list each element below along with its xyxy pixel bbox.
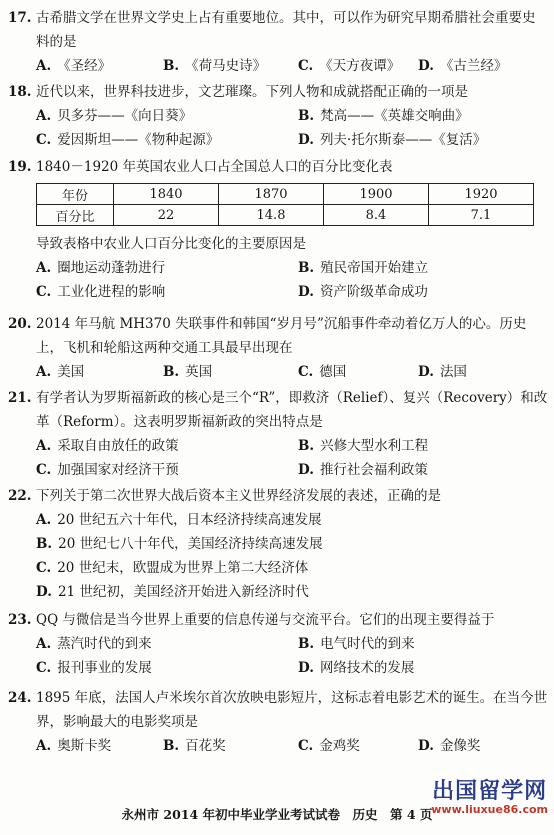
option-b[interactable]: B. 百花奖 [163,738,226,754]
question-23 [8,608,548,680]
question-19-body [8,232,548,304]
question-number: 22. [8,488,32,504]
table-cell: 7.1 [429,205,534,226]
option-c[interactable]: C. 金鸡奖 [298,738,360,754]
question-22 [8,484,548,604]
option-c[interactable]: C. 工业化进程的影响 [36,284,166,300]
question-stem-cont: 革（Reform）。这表明罗斯福新政的突出特点是 [36,414,323,430]
question-number: 21. [8,390,32,406]
question-number: 18. [8,84,32,100]
option-b[interactable]: B. 《荷马史诗》 [163,58,267,74]
option-d[interactable]: D. 列夫·托尔斯泰——《复活》 [298,132,487,148]
question-number: 24. [8,690,32,706]
question-21 [8,386,548,482]
option-c[interactable]: C. 报刊事业的发展 [36,660,152,676]
question-17 [8,6,548,78]
data-table [36,183,534,226]
table-header-cell: 1870 [219,184,324,205]
option-b[interactable]: B. 梵高——《英雄交响曲》 [298,108,469,124]
option-c[interactable]: C. 爱因斯坦——《物种起源》 [36,132,220,148]
question-stem-cont: 料的是 [36,34,77,50]
option-a[interactable]: A. 《圣经》 [36,58,112,74]
question-stem-cont: 导致表格中农业人口百分比变化的主要原因是 [36,236,306,252]
question-stem: 1895 年底，法国人卢米埃尔首次放映电影短片，这标志着电影艺术的诞生。在当今世 [36,690,548,706]
option-b[interactable]: B. 电气时代的到来 [298,636,415,652]
question-number: 17. [8,10,32,26]
question-stem: 古希腊文学在世界文学史上占有重要地位。其中，可以作为研究早期希腊社会重要史 [36,10,536,26]
table-header-cell: 1920 [429,184,534,205]
question-18 [8,80,548,152]
question-19 [8,155,548,179]
option-a[interactable]: A. 奥斯卡奖 [36,738,112,754]
option-a[interactable]: A. 美国 [36,364,85,380]
option-c[interactable]: C. 《天方夜谭》 [298,58,401,74]
question-stem: 2014 年马航 MH370 失联事件和韩国“岁月号”沉船事件牵动着亿万人的心。历史 [36,316,527,332]
option-a[interactable]: A. 20 世纪五六十年代，日本经济持续高速发展 [36,512,322,528]
option-d[interactable]: D. 金像奖 [418,738,481,754]
question-number: 20. [8,316,32,332]
table-header-cell: 1840 [114,184,219,205]
option-d[interactable]: D. 推行社会福利政策 [298,462,428,478]
option-b[interactable]: B. 20 世纪七八十年代，美国经济持续高速发展 [36,536,323,552]
option-d[interactable]: D. 资产阶级革命成功 [298,284,428,300]
option-d[interactable]: D. 法国 [418,364,467,380]
table-header-cell: 1900 [324,184,429,205]
question-stem: 下列关于第二次世界大战后资本主义世界经济发展的表述，正确的是 [36,488,441,504]
question-stem: 有学者认为罗斯福新政的核心是三个“R”，即救济（Relief）、复兴（Recovery）和改 [36,390,548,406]
question-number: 23. [8,612,32,628]
page-footer: 永州市 2014 年初中毕业学业考试试卷 历史 第 4 页 [121,807,433,822]
option-b[interactable]: B. 英国 [163,364,213,380]
option-a[interactable]: A. 贝多芬——《向日葵》 [36,108,193,124]
table-row [37,184,534,205]
table-cell: 22 [114,205,219,226]
table-cell: 14.8 [219,205,324,226]
table-cell: 百分比 [37,205,114,226]
question-stem: QQ 与微信是当今世界上重要的信息传递与交流平台。它们的出现主要得益于 [36,612,495,628]
option-c[interactable]: C. 加强国家对经济干预 [36,462,179,478]
question-stem: 近代以来，世界科技进步，文艺璀璨。下列人物和成就搭配正确的一项是 [36,84,468,100]
option-d[interactable]: D. 网络技术的发展 [298,660,415,676]
question-20 [8,312,548,384]
question-number: 19. [8,159,32,175]
option-b[interactable]: B. 殖民帝国开始建立 [298,260,429,276]
option-a[interactable]: A. 蒸汽时代的到来 [36,636,152,652]
question-24 [8,686,548,758]
table-header-cell: 年份 [37,184,114,205]
option-c[interactable]: C. 德国 [298,364,347,380]
watermark-url: www.liuxue86.com [431,803,548,817]
question-stem-cont: 上，飞机和轮船这两种交通工具最早出现在 [36,340,293,356]
option-a[interactable]: A. 采取自由放任的政策 [36,438,179,454]
option-c[interactable]: C. 20 世纪末，欧盟成为世界上第二大经济体 [36,560,309,576]
table-row [37,205,534,226]
question-stem: 1840－1920 年英国农业人口占全国总人口的百分比变化表 [36,159,393,175]
option-d[interactable]: D. 《古兰经》 [418,58,508,74]
option-b[interactable]: B. 兴修大型水利工程 [298,438,429,454]
option-a[interactable]: A. 圈地运动蓬勃进行 [36,260,166,276]
option-d[interactable]: D. 21 世纪初，美国经济开始进入新经济时代 [36,584,309,600]
question-stem-cont: 界，影响最大的电影奖项是 [36,714,198,730]
table-cell: 8.4 [324,205,429,226]
watermark-title: 出国留学网 [432,779,548,804]
